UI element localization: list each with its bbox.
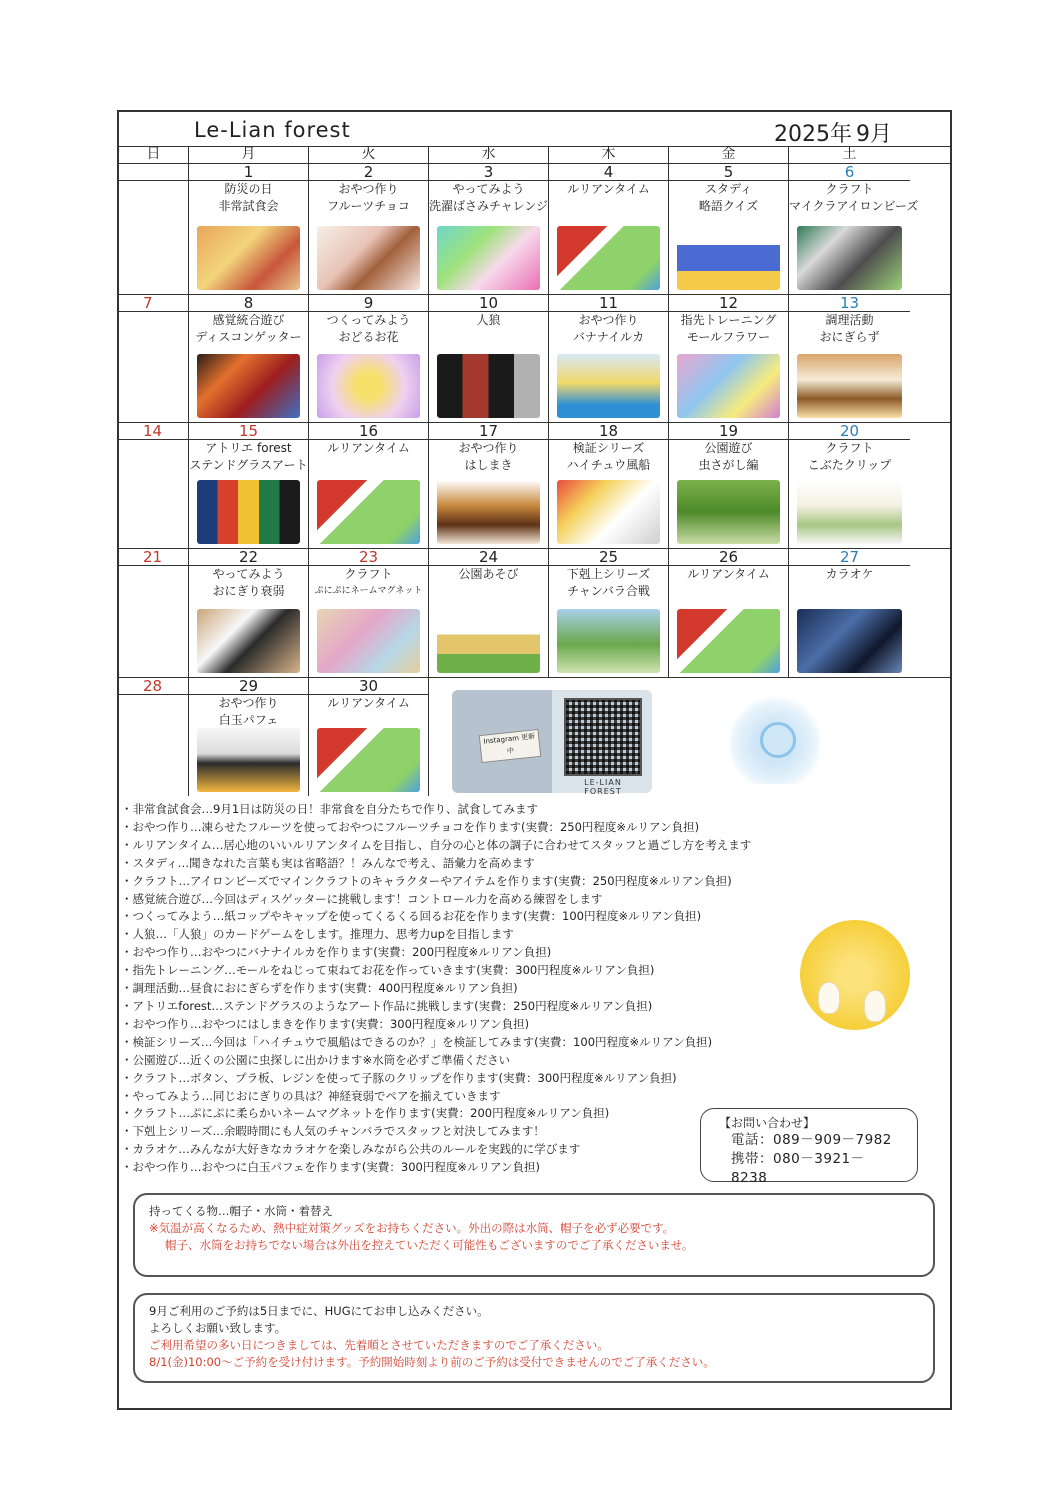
- activity-note: ・人狼…「人狼」のカードゲームをします。推理力、思考力upを目指します: [121, 927, 514, 942]
- activity-photo: [797, 354, 902, 418]
- calendar-week: [119, 423, 950, 549]
- day-cell-fri[interactable]: [669, 549, 789, 677]
- reserve-thanks: よろしくお願い致します。: [149, 1321, 287, 1335]
- activity-category: ルリアンタイム: [687, 567, 770, 581]
- day-number: 16: [309, 423, 428, 440]
- activity-note: ・クラフト…ボタン、プラ板、レジンを使って子豚のクリップを作ります(実費：300円程度※ルリアン負担): [121, 1070, 677, 1085]
- bring-line: 持ってくる物…帽子・水筒・着替え: [149, 1204, 333, 1218]
- activity-title: チャンバラ合戦: [567, 584, 650, 598]
- activity-photo: [437, 354, 540, 418]
- day-cell-mon[interactable]: [189, 549, 309, 677]
- day-number: 15: [189, 423, 308, 440]
- day-number: 4: [549, 164, 668, 181]
- calendar-week: [119, 164, 950, 295]
- activity-category: おやつ作り: [218, 696, 279, 710]
- activity-category: クラフト: [825, 441, 874, 455]
- day-cell-wed[interactable]: [429, 164, 549, 294]
- weekday-sat: 土: [842, 146, 857, 162]
- weekday-sun: 日: [119, 146, 189, 163]
- day-number: 29: [189, 678, 308, 695]
- reserve-notice: ご利用希望の多い日につきましては、先着順とさせていただきますのでご了承ください。: [149, 1338, 609, 1352]
- day-number: 10: [429, 295, 548, 312]
- activity-note: ・クラフト…アイロンビーズでマインクラフトのキャラクターやアイテムを作ります(実費：250円程度※ルリアン負担): [121, 873, 732, 888]
- instagram-qr-panel: [452, 690, 652, 796]
- activity-title: 洗濯ばさみチャレンジ: [429, 199, 549, 213]
- reservation-box: [133, 1293, 935, 1383]
- activity-note: ・おやつ作り…おやつにバナナイルカを作ります(実費：200円程度※ルリアン負担): [121, 945, 552, 960]
- day-cell-wed[interactable]: [429, 423, 549, 548]
- items-to-bring-box: [133, 1193, 935, 1277]
- day-number: 19: [669, 423, 788, 440]
- weekday-mon: 月: [189, 146, 309, 163]
- activity-title: フルーツチョコ: [327, 199, 410, 213]
- activity-title: ぷにぷにネームマグネット: [314, 586, 423, 596]
- contact-box: [700, 1108, 918, 1186]
- activity-title: 白玉パフェ: [218, 713, 279, 727]
- activity-title: モールフラワー: [686, 330, 771, 344]
- contact-mobile[interactable]: 携帯：080－3921－8238: [731, 1151, 865, 1186]
- day-cell-fri[interactable]: [669, 423, 789, 548]
- activity-category: 調理活動: [825, 313, 874, 327]
- qr-code[interactable]: [564, 698, 642, 776]
- activity-note: ・アトリエforest…ステンドグラスのようなアート作品に挑戦します(実費：250円程度※ルリアン負担): [121, 998, 653, 1013]
- day-cell-tue[interactable]: [309, 164, 429, 294]
- day-number: 24: [429, 549, 548, 566]
- activity-category: やってみよう: [452, 182, 525, 196]
- rabbit-icon: [864, 990, 886, 1022]
- activity-photo: [557, 609, 660, 673]
- activity-category: クラフト: [344, 567, 393, 581]
- activity-photo: [197, 609, 300, 673]
- day-number: 20: [789, 423, 910, 440]
- activity-photo: [437, 226, 540, 290]
- activity-photo: [677, 354, 780, 418]
- day-number: 25: [549, 549, 668, 566]
- day-cell-mon[interactable]: [189, 164, 309, 294]
- activity-category: 防災の日: [224, 182, 273, 196]
- weekday-row: [119, 146, 950, 164]
- activity-photo: [197, 728, 300, 792]
- day-cell-tue[interactable]: [309, 549, 429, 677]
- activity-category: ルリアンタイム: [327, 441, 410, 455]
- contact-title: 【お問い合わせ】: [719, 1116, 816, 1130]
- activity-photo: [437, 609, 540, 673]
- day-cell-mon[interactable]: [189, 423, 309, 548]
- day-cell-sun[interactable]: [119, 678, 189, 796]
- contact-phone[interactable]: 電話：089－909－7982: [731, 1132, 892, 1148]
- day-cell-fri[interactable]: [669, 295, 789, 422]
- day-cell-thu[interactable]: [549, 295, 669, 422]
- day-number: 8: [189, 295, 308, 312]
- day-cell-thu[interactable]: [549, 423, 669, 548]
- activity-photo: [317, 354, 420, 418]
- day-number: 27: [789, 549, 910, 566]
- day-number: 5: [669, 164, 788, 181]
- activity-note: ・おやつ作り…凍らせたフルーツを使っておやつにフルーツチョコを作ります(実費：250円程度※ルリアン負担): [121, 819, 700, 834]
- activity-title: おにぎり衰弱: [212, 584, 285, 598]
- day-cell-thu[interactable]: [549, 164, 669, 294]
- activity-note: ・おやつ作り…おやつに白玉パフェを作ります(実費：300円程度※ルリアン負担): [121, 1160, 541, 1175]
- day-cell-tue[interactable]: [309, 423, 429, 548]
- day-cell-sat[interactable]: [789, 549, 910, 677]
- activity-note: ・指先トレーニング…モールをねじって束ねてお花を作っていきます(実費：300円程度※ルリアン負担): [121, 963, 655, 978]
- day-cell-mon[interactable]: [189, 295, 309, 422]
- activity-note: ・クラフト…ぷにぷに柔らかいネームマグネットを作ります(実費：200円程度※ルリアン負担): [121, 1106, 610, 1121]
- activity-title: ステンドグラスアート: [189, 458, 308, 472]
- activity-photo: [677, 226, 780, 290]
- day-cell-tue[interactable]: [309, 678, 429, 796]
- day-number: 21: [119, 549, 188, 566]
- day-number: 1: [189, 164, 308, 181]
- activity-note: ・カラオケ…みんなが大好きなカラオケを楽しみながら公共のルールを実践的に学びます: [121, 1142, 581, 1157]
- day-cell-fri[interactable]: [669, 164, 789, 294]
- activity-category: ルリアンタイム: [327, 696, 410, 710]
- day-number: 30: [309, 678, 428, 695]
- activity-title: ディスコンゲッター: [195, 330, 302, 344]
- day-cell-sun[interactable]: [119, 164, 189, 294]
- activity-photo: [557, 480, 660, 544]
- day-cell-sat[interactable]: [789, 423, 910, 548]
- activity-note: ・調理活動…昼食におにぎらずを作ります(実費：400円程度※ルリアン負担): [121, 981, 518, 996]
- day-cell-tue[interactable]: [309, 295, 429, 422]
- day-cell-mon[interactable]: [189, 678, 309, 796]
- day-number: 14: [119, 423, 188, 440]
- day-cell-sun[interactable]: [119, 549, 189, 677]
- day-number: 18: [549, 423, 668, 440]
- day-number: 26: [669, 549, 788, 566]
- activity-title: 非常試食会: [218, 199, 279, 213]
- activity-photo: [437, 480, 540, 544]
- activity-category: おやつ作り: [338, 182, 399, 196]
- activity-photo: [317, 728, 420, 792]
- activity-photo: [797, 609, 902, 673]
- activity-category: クラフト: [825, 182, 874, 196]
- day-cell-sat[interactable]: [789, 295, 910, 422]
- day-number: 12: [669, 295, 788, 312]
- activity-title: はしまき: [464, 458, 513, 472]
- reserve-line: 9月ご利用のご予約は5日までに、HUGにてお申し込みください。: [149, 1304, 489, 1318]
- activity-category: つくってみよう: [326, 313, 411, 327]
- month-label: 9月: [856, 122, 892, 147]
- day-number: 17: [429, 423, 548, 440]
- activity-note: ・下剋上シリーズ…余暇時間にも人気のチャンバラでスタッフと対決してみます！: [121, 1124, 545, 1139]
- heart-logo-icon: [730, 694, 820, 784]
- activity-note: ・ルリアンタイム…居心地のいいルリアンタイムを目指し、自分の心と体の調子に合わせてスタッフと過ごし方を考えます: [121, 837, 752, 852]
- activity-title: おにぎらず: [819, 330, 880, 344]
- day-cell-sun[interactable]: [119, 295, 189, 422]
- activity-category: 指先トレーニング: [680, 313, 777, 327]
- activity-category: 検証シリーズ: [572, 441, 645, 455]
- activity-category: 感覚統合遊び: [212, 313, 285, 327]
- activity-photo: [317, 480, 420, 544]
- day-cell-wed[interactable]: [429, 295, 549, 422]
- day-number: 6: [789, 164, 910, 181]
- activity-title: 略語クイズ: [698, 199, 759, 213]
- activity-title: マイクラアイロンビーズ: [789, 199, 919, 213]
- qr-caption: LE-LIAN FOREST: [584, 778, 622, 796]
- calendar-week: [119, 295, 950, 423]
- calendar-week: [119, 549, 950, 678]
- day-number: 22: [189, 549, 308, 566]
- day-number: 7: [119, 295, 188, 312]
- activity-title: バナナイルカ: [572, 330, 645, 344]
- day-number: 13: [789, 295, 910, 312]
- rabbit-icon: [818, 982, 840, 1014]
- activity-photo: [677, 480, 780, 544]
- weekday-tue: 火: [309, 146, 429, 163]
- brand-title: Le-Lian forest: [194, 118, 351, 142]
- activity-category: アトリエ forest: [205, 441, 292, 455]
- day-cell-sun[interactable]: [119, 423, 189, 548]
- activity-category: おやつ作り: [578, 313, 639, 327]
- activity-note: ・感覚統合遊び…今回はディスゲッターに挑戦します！コントロール力を高める練習をします: [121, 891, 603, 906]
- activity-title: 虫さがし編: [698, 458, 759, 472]
- activity-note: ・検証シリーズ…今回は「ハイチュウで風船はできるのか？」を検証してみます(実費：100円程度※ルリアン負担): [121, 1034, 713, 1049]
- activity-photo: [197, 226, 300, 290]
- activity-category: カラオケ: [825, 567, 874, 581]
- activity-category: 公園あそび: [458, 567, 519, 581]
- weekday-fri: 金: [669, 146, 789, 163]
- activity-note: ・おやつ作り…おやつにはしまきを作ります(実費：300円程度※ルリアン負担): [121, 1016, 530, 1031]
- activity-note: ・つくってみよう…紙コップやキャップを使ってくるくる回るお花を作ります(実費：100円程度※ルリアン負担): [121, 909, 702, 924]
- day-number: [119, 164, 188, 181]
- activity-photo: [317, 609, 420, 673]
- moon-rabbits-icon: [800, 920, 910, 1030]
- activity-note: ・やってみよう…同じおにぎりの具は？神経衰弱でペアを揃えていきます: [121, 1088, 501, 1103]
- instagram-sign: Instagram 更新中: [479, 729, 542, 763]
- day-number: 23: [309, 549, 428, 566]
- activity-photo: [677, 609, 780, 673]
- activity-photo: [557, 354, 660, 418]
- year-month: [774, 117, 896, 148]
- day-number: 9: [309, 295, 428, 312]
- day-cell-sat[interactable]: [789, 163, 919, 294]
- day-number: 2: [309, 164, 428, 181]
- bring-caution-2: 帽子、水筒をお持ちでない場合は外出を控えていただく可能性もございますのでご了承くださいませ。: [165, 1238, 694, 1252]
- activity-category: 下剋上シリーズ: [566, 567, 651, 581]
- activity-category: おやつ作り: [458, 441, 519, 455]
- activity-note: ・公園遊び…近くの公園に虫探しに出かけます※水筒を必ずご準備ください: [121, 1052, 511, 1067]
- activity-category: 公園遊び: [704, 441, 753, 455]
- reserve-start: 8/1(金)10:00～ご予約を受け付けます。予約開始時刻より前のご予約は受付できませんのでご了承ください。: [149, 1355, 715, 1369]
- day-cell-thu[interactable]: [549, 549, 669, 677]
- activity-photo: [557, 226, 660, 290]
- calendar-header: [119, 112, 950, 147]
- year-label: 2025年: [774, 122, 852, 147]
- activity-title: おどるお花: [338, 330, 399, 344]
- activity-photo: [197, 354, 300, 418]
- day-number: 3: [429, 164, 548, 181]
- activity-title: こぶたクリップ: [807, 458, 892, 472]
- activity-photo: [197, 480, 300, 544]
- activity-photo: [797, 480, 902, 544]
- activity-category: ルリアンタイム: [567, 182, 650, 196]
- activity-photo: [317, 226, 420, 290]
- activity-title: ハイチュウ風船: [566, 458, 651, 472]
- activity-note: ・スタディ…聞きなれた言葉も実は省略語？！みんなで考え、語彙力を高めます: [121, 855, 535, 870]
- activity-note: ・非常食試食会…9月1日は防災の日！非常食を自分たちで作り、試食してみます: [121, 802, 539, 816]
- activity-category: やってみよう: [212, 567, 285, 581]
- weekday-wed: 水: [429, 146, 549, 163]
- day-number: 11: [549, 295, 668, 312]
- weekday-thu: 木: [549, 146, 669, 163]
- day-cell-wed[interactable]: [429, 549, 549, 677]
- activity-category: スタディ: [704, 182, 753, 196]
- bring-caution: ※気温が高くなるため、熱中症対策グッズをお持ちください。外出の際は水筒、帽子を必ず必要です。: [149, 1221, 675, 1235]
- day-number: 28: [119, 678, 188, 695]
- activity-photo: [797, 226, 902, 290]
- activity-category: 人狼: [476, 313, 501, 327]
